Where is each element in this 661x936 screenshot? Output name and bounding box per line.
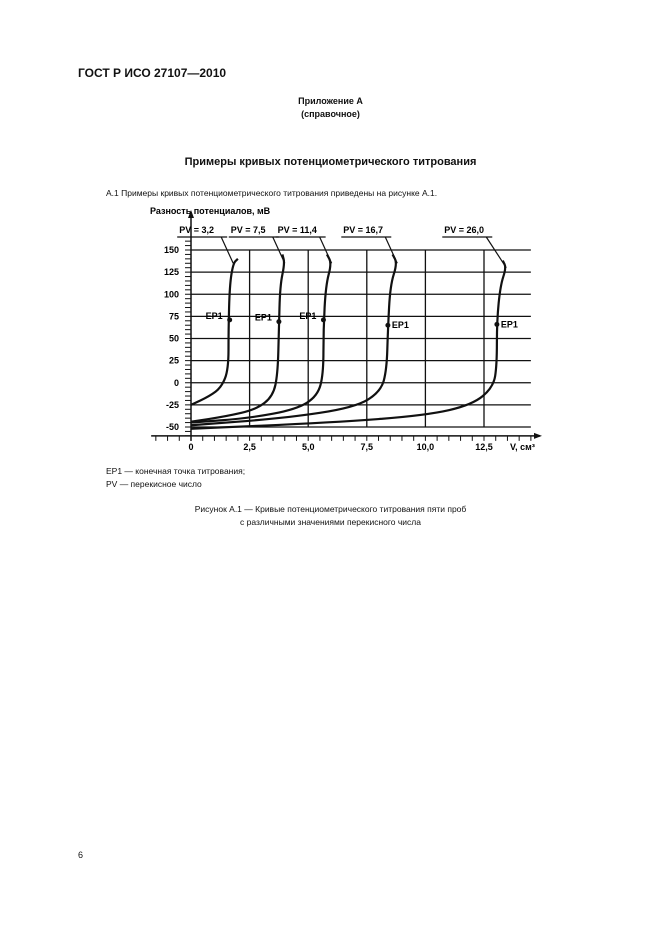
- endpoint-marker: [385, 323, 390, 328]
- figure-caption-line2: с различными значениями перекисного числа: [240, 517, 421, 527]
- appendix-title: Приложение А: [298, 96, 363, 106]
- endpoint-marker: [227, 317, 232, 322]
- x-axis-arrow: [534, 433, 542, 439]
- figure-caption-line1: Рисунок А.1 — Кривые потенциометрического титрования пяти проб: [194, 504, 467, 514]
- label-leader: [486, 237, 506, 268]
- x-tick-label: 7,5: [360, 441, 374, 452]
- paragraph: А.1 Примеры кривых потенциометрического титрования приведены на рисунке А.1.: [106, 188, 438, 198]
- endpoint-marker: [276, 319, 281, 324]
- y-tick-label: 25: [168, 355, 179, 366]
- y-tick-label: -25: [165, 399, 179, 410]
- y-tick-label: 0: [173, 377, 179, 388]
- x-axis-label: V, см³: [510, 441, 535, 452]
- legend-ep1: ЕР1 — конечная точка титрования;: [106, 466, 246, 476]
- document-header: ГОСТ Р ИСО 27107—2010: [78, 66, 227, 80]
- x-tick-label: 0: [188, 441, 194, 452]
- section-heading: Примеры кривых потенциометрического титрования: [184, 156, 477, 168]
- appendix-note: (справочное): [301, 109, 360, 119]
- endpoint-label: ЕР1: [205, 310, 223, 321]
- legend-pv: PV — перекисное число: [106, 479, 202, 489]
- y-tick-label: 125: [163, 267, 179, 278]
- endpoint-label: ЕР1: [254, 312, 272, 323]
- curve-label: PV = 11,4: [277, 225, 317, 235]
- x-tick-label: 10,0: [416, 441, 435, 452]
- y-tick-label: 50: [168, 333, 179, 344]
- endpoint-label: ЕР1: [500, 319, 518, 330]
- x-tick-label: 12,5: [475, 441, 493, 452]
- endpoint-label: ЕР1: [299, 310, 317, 321]
- curve-label: PV = 16,7: [343, 225, 384, 235]
- x-tick-label: 2,5: [243, 441, 256, 452]
- y-tick-label: 150: [163, 245, 179, 255]
- endpoint-marker: [321, 317, 326, 322]
- titration-curve: [191, 261, 505, 429]
- curve-label: PV = 26,0: [444, 225, 485, 235]
- endpoint-marker: [494, 322, 499, 327]
- y-tick-label: 100: [163, 289, 179, 300]
- y-tick-label: 75: [168, 311, 179, 322]
- titration-chart: [140, 200, 550, 460]
- x-tick-label: 5,0: [301, 441, 315, 452]
- curve-label: PV = 3,2: [179, 225, 214, 235]
- page-number: 6: [78, 850, 84, 860]
- endpoint-label: ЕР1: [391, 320, 409, 331]
- titration-curve: [191, 254, 396, 425]
- y-axis-label: Разность потенциалов, мВ: [150, 206, 271, 216]
- curve-label: PV = 7,5: [230, 225, 266, 235]
- y-tick-label: -50: [165, 422, 179, 432]
